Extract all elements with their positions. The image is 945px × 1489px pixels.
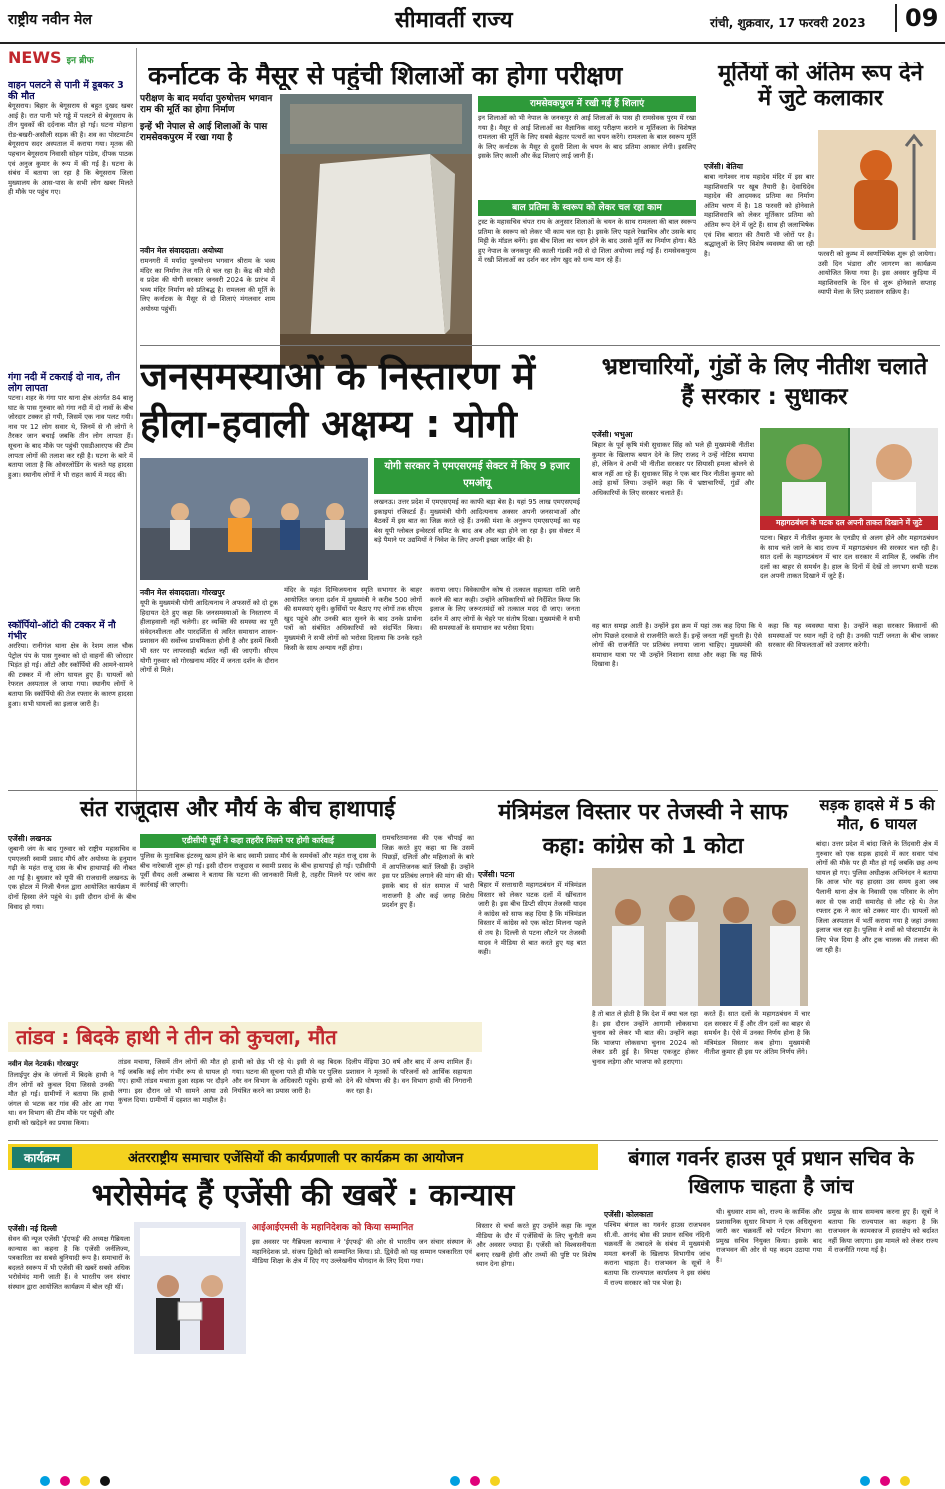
story6-body2: है तो बात ले होती है कि देश में क्या चल रहा है। इस दौरान उन्होंने आगामी लोकसभा चुनाव को लेकर भी बात की। उन्होंने कहा कि भाजपा लोकसभा चुनाव 2024 को लेकर डरी हुई है। विपक्ष एकजुट होकर चुनाव लड़ेगा और भाजपा को हराएगा। [592, 1010, 698, 1066]
story9-headline: भरोसेमंद हैं एजेंसी की खबरें : कान्यास [91, 1178, 515, 1213]
registration-mark [80, 1476, 90, 1486]
story1-body1: रामनगरी में मर्यादा पुरुषोत्तम भगवान श्रीराम के भव्य मंदिर का निर्माण तेज गति से चल रहा है। केंद्र की मोदी व प्रदेश की योगी सरकार जनवरी 2024 के प्रारंभ में भव्य मंदिर निर्माण को प्रतिबद्ध है। रामलला की मूर्ति के लिए कर्नाटक के मैसूर से दो शिलाएं मंगलवार शाम अयोध्या पहुंचीं। [140, 257, 275, 313]
story8-body1: तिलाईपुर क्षेत्र के जंगलों में बिदके हाथी ने तीन लोगों को कुचल दिया जिससे उनकी मौत हो गई। ग्रामीणों ने बताया कि हाथी जंगल से भटक कर गांव की ओर आ गया था। वन विभाग की टीम मौके पर पहुंची और हाथी को खदेड़ने का प्रयास किया। [8, 1071, 114, 1127]
news-sublabel: इन ब्रीफ [66, 56, 94, 66]
story4-body2: पटना। बिहार में नीतीश कुमार के एनडीए से अलग होने और महागठबंधन के साथ चले जाने के बाद राज्य में महागठबंधन की सरकार चल रही है। सात दलों के महागठबंधन में चार दल सरकार में शामिल हैं, जबकि तीन दलों का बाहर से समर्थन है। हाल के दिनों में देखें तो लगभग सभी घटक दल अपनी ताकत दिखाने में जुटे हैं। [760, 534, 938, 581]
story5-bar: एडीसीपी पूर्वी ने कहा तहरीर मिलने पर होगी कार्रवाई [140, 834, 376, 848]
story3-dateline: नवीन मेल संवाददाता। गोरखपुर [140, 588, 225, 597]
story7-headline: सड़क हादसे में 5 की मौत, 6 घायल [819, 796, 935, 833]
story2-headline: मूर्तियों को अंतिम रूप देने में जुटे कलाकार [718, 62, 923, 111]
story2-dateline: एजेंसी। बेतिया [704, 162, 743, 171]
story9-body3: विस्तार से चर्चा करते हुए उन्होंने कहा कि न्यूज मीडिया के दौर में एजेंसियों के लिए चुनौती कम और अवसर ज्यादा हैं। एजेंसी को विश्वसनीयता बनाए रखनी होगी और तथ्यों की पुष्टि पर विशेष ध्यान देना होगा। [476, 1222, 596, 1269]
brief-item [8, 80, 133, 368]
story1-photo [280, 94, 472, 366]
section-divider [140, 345, 940, 346]
story5-dateline: एजेंसी। लखनऊ [8, 834, 52, 843]
story10-body1: पश्चिम बंगाल का गवर्नर हाउस राजभवन सी.वी. आनंद बोस की प्रधान सचिव नंदिनी चक्रवर्ती के तबादले के संबंध में मुख्यमंत्री ममता बनर्जी के खिलाफ विभागीय जांच कराना चाहता है। राजभवन के सूत्रों ने बताया कि राज्यपाल कार्यालय ने इस संबंध में राज्य सरकार को पत्र भेजा है। [604, 1221, 710, 1287]
story3-bar: योगी सरकार ने एमएसएमई सेक्टर में किए 9 हजार एमओयू [374, 458, 580, 494]
story1-bar: रामसेवकपुरम में रखी गई हैं शिलाएं [478, 96, 696, 112]
story2-body: बाबा नागेश्वर नाथ महादेव मंदिर में इस बार महाशिवरात्रि पर खूब तैयारी है। देवाधिदेव महादेव की आदमकद प्रतिमा का निर्माण अंतिम चरण में है। 18 फरवरी को होनेवाले महाशिवरात्रि को लेकर मूर्तिकार प्रतिमा को अंतिम रूप देने में जुटे हैं। साथ ही जलाभिषेक एवं शिव बारात की तैयारी भी जोरों पर है। श्रद्धालुओं के लिए विशेष व्यवस्था की जा रही है। [704, 173, 814, 258]
registration-mark [100, 1476, 110, 1486]
section-divider [8, 790, 938, 791]
story3-headline: जनसमस्याओं के निस्तारण में हीला-हवाली अक्षम्य : योगी [140, 354, 536, 446]
story10-dateline: एजेंसी। कोलकाता [604, 1210, 653, 1219]
story1-kicker2: इन्हें भी नेपाल से आई शिलाओं के पास रामसेवकपुरम में रखा गया है [140, 122, 268, 143]
story9-body1: सेवन की न्यूज एजेंसी 'ईएफई' की अध्यक्ष गैब्रियला कान्यास का कहना है कि एजेंसी जर्नलिज्म, पत्रकारिता का सबसे बुनियादी रूप है। समाचारों के बदलते स्वरूप में भी एजेंसी की खबरें सबसे अधिक भरोसेमंद मानी जाती हैं। वे भारतीय जन संचार संस्थान द्वारा आयोजित कार्यक्रम में बोल रही थीं। [8, 1235, 130, 1291]
story4-dateline: एजेंसी। भभुआ [592, 430, 633, 439]
story8-body4: दिलीप मेंढ़िया 30 वर्ष और बाद में अन्य शामिल हैं। प्रशासन ने मृतकों के परिजनों को आर्थिक सहायता देने की घोषणा की है। वन विभाग हाथी की निगरानी कर रहा है। [346, 1058, 472, 1095]
story9-photo [134, 1222, 246, 1354]
story4-photo [760, 428, 938, 516]
story1-kicker [140, 94, 275, 184]
story9-dateline: एजेंसी। नई दिल्ली [8, 1224, 57, 1233]
story6-headline: मंत्रिमंडल विस्तार पर तेजस्वी ने साफ कहा: कांग्रेस को 1 कोटा [498, 800, 788, 859]
story10-body3: प्रमुख के साथ समन्वय करना हुए हैं। सूत्रों ने बताया कि राज्यपाल का कहना है कि राजभवन के कामकाज में हस्तक्षेप को बर्दाश्त नहीं किया जाएगा। इस मामले को लेकर राज्य में राजनीति गरमा गई है। [828, 1208, 938, 1255]
story2-body2: फरवरी को कुम्भ में स्वर्णाभिषेक शुरू हो जायेगा। उसी दिन भंडारा और जागरण का कार्यक्रम आयोजित किया गया है। इस अवसर कुड़िया में महाशिवरात्रि के दिन से शुरू होनेवाले सप्ताह व्यापी मेला के लिए प्रशासन सक्रिय है। [818, 250, 936, 297]
story3-body4: कराया जाए। विवेकाधीन कोष से तत्काल सहायता राशि जारी करने की बात कही। उन्होंने अधिकारियों को निर्देशित किया कि इलाज के लिए जरूरतमंदों को तत्काल मदद दी जाए। जनता दर्शन में आए लोगों के चेहरे पर संतोष दिखा। मुख्यमंत्री ने सभी की समस्याओं के समाधान का भरोसा दिया। [430, 586, 580, 633]
story8-headline: तांडव : बिदके हाथी ने तीन को कुचला, मौत [8, 1022, 482, 1052]
story9-subheadline: आईआईएमसी के महानिदेशक को किया सम्मानित [252, 1223, 414, 1233]
story7-body: बांदा। उत्तर प्रदेश में बांदा जिले के तिंदवारी क्षेत्र में गुरुवार को एक सड़क हादसे में कार सवार पांच लोगों की मौके पर ही मौत हो गई जबकि छह अन्य घायल हो गए। पुलिस अधीक्षक अभिनंदन ने बताया कि आज भोर यह हादसा उस समय हुआ जब पैलानी थाना क्षेत्र के निवासी एक परिवार के लोग कार से एक शादी समारोह से लौट रहे थे। तेज रफ्तार ट्रक ने कार को टक्कर मार दी। घायलों को जिला अस्पताल में भर्ती कराया गया है जहां उनका इलाज चल रहा है। पुलिस ने शवों को पोस्टमार्टम के लिए भेज दिया है और ट्रक चालक की तलाश की जा रही है। [816, 840, 938, 954]
story3-col1 [140, 586, 278, 775]
story9-label: कार्यक्रम [12, 1147, 72, 1168]
story5-body3: रामचरितमानस की एक चौपाई का जिक्र करते हुए कहा था कि उसमें पिछड़ों, दलितों और महिलाओं के बारे में आपत्तिजनक बातें लिखी हैं। उन्होंने इस पर प्रतिबंध लगाने की मांग की थी। इसके बाद से संत समाज में भारी नाराजगी है और कई जगह विरोध प्रदर्शन हुए हैं। [382, 834, 474, 910]
registration-mark [60, 1476, 70, 1486]
brief-body: पटना। शहर के गंगा पार थाना क्षेत्र अंतर्गत 84 बालू घाट के पास गुरुवार को गंगा नदी में दो नावों के बीच जोरदार टक्कर हो गयी, जिसमें एक नाव पलट गयी। नाव पर 12 लोग सवार थे, जिनमें से नौ लोगों ने तैरकर जान बचाई जबकि तीन लोग लापता हैं। सूचना के बाद मौके पर पहुंची एसडीआरएफ की टीम लापता लोगों की तलाश कर रही है। घटना के बारे में बताया जाता है कि ओवरलोडिंग के चलते यह हादसा हुआ। स्थानीय लोगों ने भी राहत कार्य में मदद की। [8, 394, 133, 479]
story8-dateline: नवीन मेल नेटवर्क। गोरखपुर [8, 1060, 79, 1068]
story1-headline: कर्नाटक के मैसूर से पहुंची शिलाओं का होगा परीक्षण [148, 62, 623, 90]
story9-body2: इस अवसर पर गैब्रियला कान्यास ने 'ईएफई' की ओर से भारतीय जन संचार संस्थान के महानिदेशक प्रो. संजय द्विवेदी को सम्मानित किया। प्रो. द्विवेदी को यह सम्मान पत्रकारिता एवं मीडिया शिक्षा के क्षेत्र में दिए गए उल्लेखनीय योगदान के लिए दिया गया। [252, 1238, 472, 1266]
story1-body2: इन शिलाओं को भी नेपाल के जनकपुर से आई शिलाओं के पास ही रामसेवक पुरम में रखा गया है। मैसूर से आई शिलाओं का वैज्ञानिक वास्तु परीक्षण कराने व मूर्तिकला के विशेषज्ञ रामलला की मूर्ति के लिए सबसे बेहतर पत्थरों का चयन करेंगे। रामलला के बाल स्वरूप मूर्ति के लिए कर्नाटक के मैसूर से दुसरी शिला के चयन के बाद प्रतिमा आकार लेगी। इसलिए इसके लिए काली और केंद्र शिलाएं लाई जानी हैं। [478, 114, 696, 161]
page-header [0, 0, 945, 44]
registration-mark [470, 1476, 480, 1486]
issue-date: रांची, शुक्रवार, 17 फरवरी 2023 [710, 16, 866, 30]
story10-col1 [604, 1208, 710, 1461]
brief-item [8, 620, 133, 792]
story6-body3: करते हैं। सात दलों के महागठबंधन में चार दल सरकार में हैं और तीन दलों का बाहर से समर्थन है। ऐसे में उनका निर्णय होना है कि मंत्रिमंडल विस्तार कब होगा। मुख्यमंत्री नीतीश कुमार ही इस पर अंतिम निर्णय लेंगे। [704, 1010, 810, 1057]
story4-body4: कहा कि यह व्यवस्था यात्रा है। उन्होंने कहा सरकार किसानों की समस्याओं पर ध्यान नहीं दे रही है। उनकी पार्टी जनता के बीच जाकर सरकार की विफलताओं को उजागर करेगी। [768, 622, 938, 650]
registration-mark [900, 1476, 910, 1486]
story5-headline: संत राजूदास और मौर्य के बीच हाथापाई [79, 797, 396, 822]
registration-mark [490, 1476, 500, 1486]
brief-body: अररिया। रानीगंज थाना क्षेत्र के रेशम लाल चौक पेट्रोल पंप के पास गुरुवार को दो वाहनों की जोरदार भिड़ंत हो गई। ऑटो और स्कॉर्पियो की आमने-सामने की टक्कर में नौ लोग घायल हुए हैं। घायलों को रेफरल अस्पताल ले जाया गया। स्थानीय लोगों ने बताया कि स्कॉर्पियो की तेज रफ्तार के कारण हादसा हुआ। सभी घायलों का इलाज जारी है। [8, 642, 133, 708]
story6-col1 [478, 868, 586, 1127]
story5-body2: पुलिस के मुताबिक इंटरव्यू खत्म होने के बाद स्वामी प्रसाद मौर्य के समर्थकों और महंत राजू दास के बीच नारेबाजी शुरू हो गई। इसी दौरान राजूदास व स्वामी प्रसाद के बीच हाथापाई हो गई। एडीसीपी पूर्वी सैयद अली अब्बास ने बताया कि घटना की जानकारी मिली है, तहरीर मिलने पर जांच कर कार्रवाई की जाएगी। [140, 852, 376, 889]
registration-mark [450, 1476, 460, 1486]
story9-banner: अंतरराष्ट्रीय समाचार एजेंसियों की कार्यप्रणाली पर कार्यक्रम का आयोजन [128, 1151, 464, 1166]
story3-photo [140, 458, 368, 580]
shiva-idol-photo [818, 130, 936, 248]
news-brief-column [8, 48, 133, 820]
story8-body2: तांडव मचाया, जिसमें तीन लोगों की मौत हो गई जबकि कई लोग गंभीर रूप से घायल हो गए। हाथी तांडव मचाता हुआ सड़क पर दौड़ने लगा। इस दौरान जो भी सामने आया उसे कुचल दिया। ग्रामीणों में दहशत का माहौल है। [118, 1058, 228, 1105]
story1-bar2: बाल प्रतिमा के स्वरूप को लेकर चल रहा काम [478, 200, 696, 216]
story1-dateline: नवीन मेल संवाददाता। अयोध्या [140, 246, 224, 255]
column-divider [136, 48, 137, 820]
registration-mark [880, 1476, 890, 1486]
story3-body1: यूपी के मुख्यमंत्री योगी आदित्यनाथ ने अफसरों को दो टूक हिदायत देते हुए कहा कि जनसमस्याओं के निस्तारण में हीलाहवाली नहीं चलेगी। हर व्यक्ति की समस्या का पूरी संवेदनशीलता और पारदर्शिता से त्वरित समाधान शासन-प्रशासन की सर्वोच्च प्राथमिकता होनी है और इसमें किसी भी स्तर पर लापरवाही बर्दाश्त नहीं की जाएगी। सीएम योगी गुरुवार को गोरखनाथ मंदिर में जनता दर्शन के दौरान लोगों से मिले। [140, 599, 278, 675]
story4-col1 [592, 428, 754, 609]
section-divider [8, 1140, 938, 1141]
brief-item [8, 372, 133, 616]
story10-headline: बंगाल गवर्नर हाउस पूर्व प्रधान सचिव के खिलाफ चाहता है जांच [628, 1146, 914, 1198]
story3-body2: मंदिर के महंत दिग्विजयनाथ स्मृति सभागार के बाहर आयोजित जनता दर्शन में मुख्यमंत्री ने करीब 500 लोगों की समस्याएं सुनी। कुर्सियों पर बैठाए गए लोगों तक सीएम खुद पहुंचे और उनकी बात सुनने के बाद उनके प्रार्थना पत्रों को संबंधित अधिकारियों को संदर्भित किया। मुख्यमंत्री ने सभी लोगों को भरोसा दिलाया कि उनके रहते किसी के साथ अन्याय नहीं होगा। [284, 586, 422, 652]
news-brief-label [8, 48, 133, 80]
story4-body: बिहार के पूर्व कृषि मंत्री सुधाकर सिंह को भले ही मुख्यमंत्री नीतीश कुमार के खिलाफ बयान देने के लिए राजद ने उन्हें नोटिस थमाया हो, लेकिन वे अभी भी नीतीश सरकार पर सियासी हमला बोलने से बाज नहीं आ रहे हैं। सुधाकर सिंह ने एक बार फिर नीतीश कुमार को आड़े हाथों लिया। उन्होंने कहा कि ये भ्रष्टाचारियों, गुंडों और अधिकारियों के लिए सरकार चलाते हैं। [592, 441, 754, 497]
brief-title: वाहन पलटने से पानी में डूबकर 3 की मौत [8, 80, 124, 102]
registration-mark [860, 1476, 870, 1486]
brief-title: स्कॉर्पियो-ऑटो की टक्कर में नौ गंभीर [8, 620, 116, 642]
story10-body2: थी। बुधवार शाम को, राज्य के कार्मिक और प्रशासनिक सुधार विभाग ने एक अधिसूचना जारी कर चक्रवर्ती को पर्यटन विभाग का प्रमुख सचिव नियुक्त किया। इसके बाद राजभवन की ओर से यह कदम उठाया गया है। [716, 1208, 822, 1264]
story9-banner-strip [8, 1144, 598, 1170]
brand-name: राष्ट्रीय नवीन मेल [8, 12, 92, 28]
story6-body1: बिहार में सत्ताधारी महागठबंधन में मंत्रिमंडल विस्तार को लेकर घटक दलों में खींचतान जारी है। इस बीच डिप्टी सीएम तेजस्वी यादव ने कांग्रेस को साफ कह दिया है कि मंत्रिमंडल विस्तार में कांग्रेस को एक कोटा मिलना पहले से तय है। दिल्ली से पटना लौटने पर तेजस्वी यादव ने मीडिया से बात करते हुए यह बात कही। [478, 881, 586, 957]
story4-headline: भ्रष्टाचारियों, गुंडों के लिए नीतीश चलाते हैं सरकार : सुधाकर [601, 354, 928, 410]
story6-dateline: एजेंसी। पटना [478, 870, 515, 879]
story8-col1 [8, 1058, 114, 1137]
section-title: सीमावर्ती राज्य [395, 8, 513, 33]
brief-body: बेगूसराय। बिहार के बेगूसराय से बहुत दुखद खबर आई है। रात पानी भरे गड्ढे में पलटने से बेगूसराय के तीन युवकों की दर्दनाक मौत हो गई। घटना मोहाना रोड-बखरी-असौली सड़क की है। शव का पोस्टमार्टम बेगूसराय सदर अस्पताल में कराया गया। मृतक की पहचान बेगूसराय निवासी सोहन पांडेय, दीपक पाठक एवं अनुज कुमार के रूप में की गई है। घटना के संबंध में बताया जा रहा है कि बेगूसराय जिला मुख्यालय के आस-पास के सभी लोग खबर मिलते ही मौके पर पहुंच गए। [8, 102, 133, 197]
story3-body3: लखनऊ। उत्तर प्रदेश में एमएसएमई का काफी बड़ा बेस है। यहां 95 लाख एमएसएमई इकाइयां रजिस्टर्ड हैं। मुख्यमंत्री योगी आदित्यनाथ अक्सर अपनी जनसभाओं और बैठकों में इस बात का जिक्र करते रहे हैं। उनकी मंशा के अनुरूप एमएसएमई का यह बेस यूपी ग्लोबल इन्वेस्टर्स समिट के बाद अब और बड़ा होने जा रहा है। इस सेक्टर में बड़े पैमाने पर उद्यमियों ने निवेश के लिए अपनी इच्छा जाहिर की है। [374, 498, 580, 545]
story4-caption: महागठबंधन के घटक दल अपनी ताकत दिखाने में जुटे [760, 516, 938, 530]
page-number: 09 [895, 4, 938, 32]
story5-col1 [8, 832, 136, 1021]
story8-body3: हाथी को छेड़ भी रहे थे। इसी से वह बिदक गया। घटना की सूचना पाते ही मौके पर पुलिस और वन विभाग के अधिकारी पहुंचे। हाथी को नियंत्रित करने का प्रयास जारी है। [232, 1058, 342, 1095]
story1-body3: ट्रस्ट के महासचिव चंपत राय के अनुसार शिलाओं के चयन के साथ रामलला की बाल स्वरूप प्रतिमा के स्वरूप को लेकर भी काम चल रहा है। इसके लिए पहले रेखाचित्र और उसके बाद मिट्टी के मॉडल बनेंगे। इस बीच शिला का चयन होने के बाद उससे मूर्ति का निर्माण होगा। बैठे हुए नेपाल के जनकपुर की काली गंडकी नदी से दो शिला अयोध्या लाई गई हैं। रामसेवकपुरम में रखी शिलाओं का दर्शन कर लोग खुद को धन्य मान रहे हैं। [478, 218, 696, 265]
brief-title: गंगा नदी में टकराई दो नाव, तीन लोग लापता [8, 372, 120, 394]
story1-kicker1: परीक्षण के बाद मर्यादा पुरुषोत्तम भगवान राम की मूर्ति का होगा निर्माण [140, 94, 273, 115]
story5-body1: जुबानी जंग के बाद गुरुवार को राष्ट्रीय महासचिव व एमएलसी स्वामी प्रसाद मौर्य और अयोध्या के हनुमान गढ़ी के महंत राजू दास के बीच हाथापाई की नौबत आ गई है। बुधवार को यूपी की राजधानी लखनऊ के एक होटल में निजी चैनल द्वारा आयोजित कार्यक्रम में दोनों हिस्सा लेने पहुंचे थे। इसी दौरान दोनों के बीच विवाद हो गया। [8, 845, 136, 911]
registration-mark [40, 1476, 50, 1486]
story9-col1 [8, 1222, 130, 1455]
story4-body3: वह बात समझ आती है। उन्होंने इस क्रम में यहां तक कह दिया कि ये लोग पिछले दरवाजे से राजनीति करते हैं। इन्हें जनता नहीं चुनती है। ऐसे लोगों की राजनीति पर प्रतिबंध लगाया जाना चाहिए। मुख्यमंत्री की समाधान यात्रा पर भी उन्होंने निशाना साधा और कहा कि यह सिर्फ दिखावा है। [592, 622, 762, 669]
news-label: NEWS [8, 48, 62, 67]
story2-col1 [704, 160, 814, 343]
story6-photo [592, 868, 808, 1006]
